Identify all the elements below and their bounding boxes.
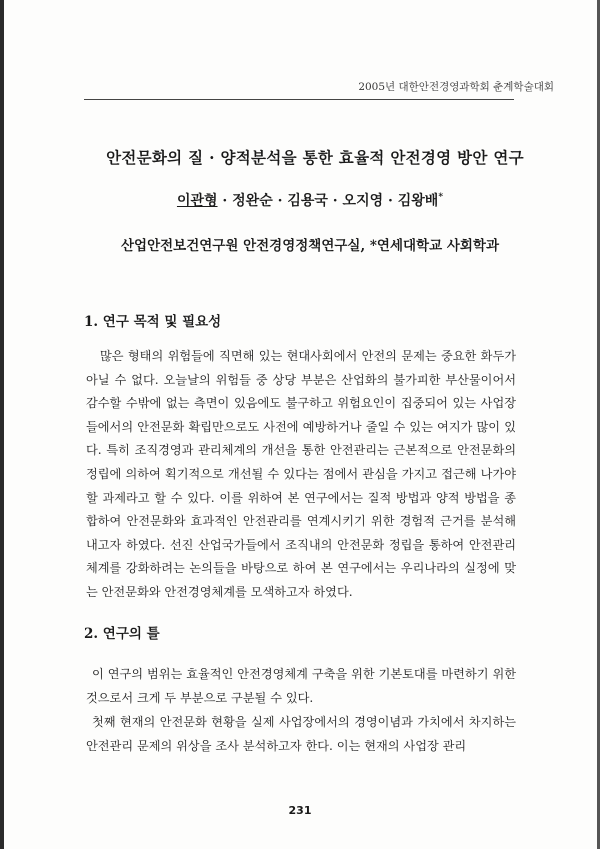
first-author: 이관형	[176, 193, 218, 209]
body-paragraph: 이 연구의 범위는 효율적인 안전경영체계 구축을 위한 기본토대를 마련하기 위한 것으로서 크게 두 부분으로 구분될 수 있다.	[86, 667, 516, 705]
section-heading: 1. 연구 목적 및 필요성	[84, 314, 222, 330]
header-rule	[84, 99, 514, 100]
author-list	[80, 190, 540, 210]
paper-title: 안전문화의 질 · 양적분석을 통한 효율적 안전경영 방안 연구	[106, 148, 524, 167]
scan-edge-left	[0, 0, 4, 849]
page-number: 231	[288, 804, 312, 817]
section-heading: 2. 연구의 틀	[84, 626, 160, 642]
affiliation: 산업안전보건연구원 안전경영정책연구실, *연세대학교 사회학과	[121, 238, 499, 254]
body-paragraph: 많은 형태의 위험들에 직면해 있는 현대사회에서 안전의 문제는 중요한 화두가 아닐 수 없다. 오늘날의 위험들 중 상당 부분은 산업화의 불가피한 부산물이어서 감수할 수밖에 없는 측면이 있음에도 불구하고 위험요인이 집중되어 있는 사업장들에서의 안전문화 확립만으로도 사전에 예방하거나 줄일 수 있는 여지가 많이 있다. 특히 조직경영과 관리체계의 개선을 통한 안전관리는 근본적으로 안전문화의 정립에 의하여 획기적으로 개선될 수 있다는 점에서 관심을 가지고 접근해 나가야 할 과제라고 할 수 있다. 이를 위하여 본 연구에서는 질적 방법과 양적 방법을 종합하여 안전문화와 효과적인 안전관리를 연계시키기 위한 경험적 근거를 분석해 내고자 하였다. 선진 산업국가들에서 조직내의 안전문화 정립을 통하여 안전관리체계를 강화하려는 논의들을 바탕으로 하여 본 연구에서는 우리나라의 실정에 맞는 안전문화와 안전경영체계를 모색하고자 하였다.	[86, 349, 516, 599]
running-header: 2005년 대한안전경영과학회 춘계학술대회	[358, 81, 554, 93]
body-paragraph: 첫째 현재의 안전문화 현황을 실제 사업장에서의 경영이념과 가치에서 차지하는 안전관리 문제의 위상을 조사 분석하고자 한다. 이는 현재의 사업장 관리	[86, 715, 516, 753]
co-authors: · 정완순 · 김용국 · 오지영 · 김왕배	[217, 193, 439, 209]
author-mark: *	[438, 192, 444, 203]
